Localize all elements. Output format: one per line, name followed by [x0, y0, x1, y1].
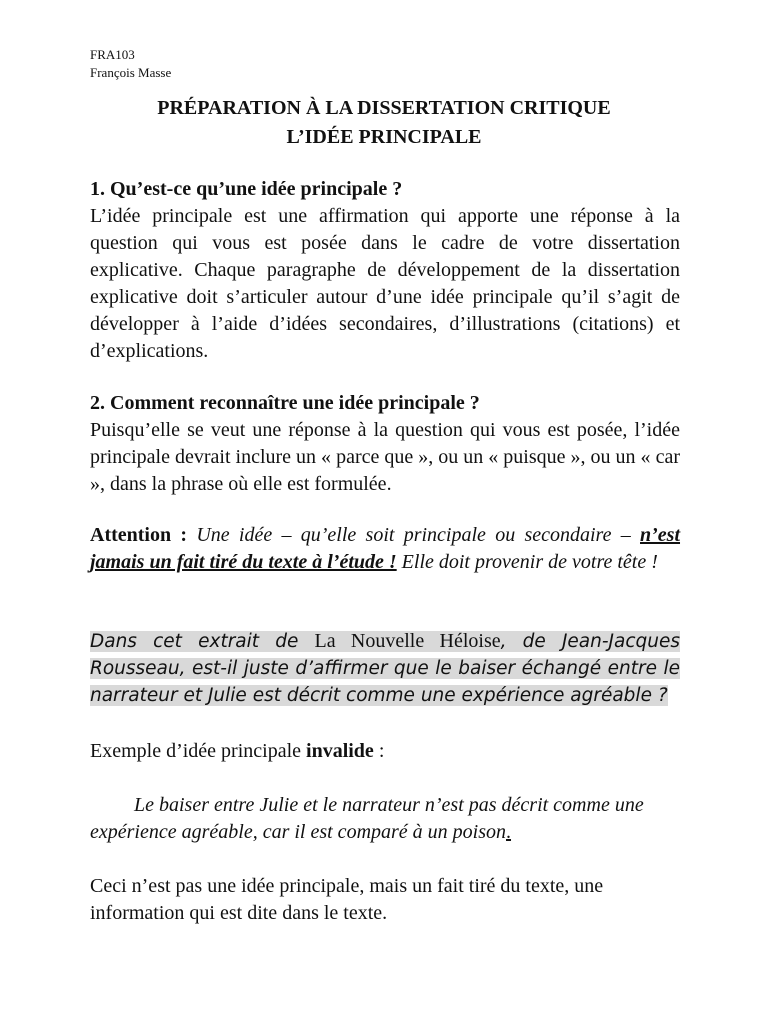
- document-title: [80, 94, 688, 152]
- title-line-1: PRÉPARATION À LA DISSERTATION CRITIQUE: [157, 97, 611, 119]
- section-1: [90, 176, 680, 365]
- question-work-title: La Nouvelle Héloise: [314, 630, 501, 652]
- author-name: François Masse: [90, 65, 172, 80]
- conclusion-text: Ceci n’est pas une idée principale, mais un fait tiré du texte, une information qui est dite dans le texte.: [90, 875, 604, 924]
- question-part-1: Dans cet extrait de: [90, 631, 315, 652]
- section-1-heading: 1. Qu’est-ce qu’une idée principale ?: [90, 178, 403, 200]
- question-text: [90, 631, 680, 706]
- attention-label: Attention :: [90, 524, 188, 546]
- example-quote: [90, 792, 680, 846]
- attention-emphasis: n’est jamais un fait tiré du texte à l’étude !: [90, 524, 681, 573]
- attention-paragraph: [90, 522, 680, 576]
- example-intro: [90, 738, 680, 765]
- example-intro-text: Exemple d’idée principale: [90, 740, 307, 762]
- conclusion-paragraph: [90, 873, 680, 927]
- title-line-2: L’IDÉE PRINCIPALE: [286, 126, 482, 148]
- section-2-heading: 2. Comment reconnaître une idée principale ?: [90, 392, 480, 414]
- question-box: [90, 628, 680, 709]
- section-2: [90, 390, 680, 498]
- attention-text-2: Elle doit provenir de votre tête !: [396, 551, 658, 573]
- example-invalid-label: invalide: [306, 740, 374, 762]
- section-1-text: L’idée principale est une affirmation qui apporte une réponse à la question qui vous est posée dans le cadre de votre dissertation explicative. Chaque paragraphe de développement de la dissertation explicative doit s’articuler autour d’une idée principale qu’il s’agit de développer à l’aide d’idées secondaires, d’illustrations (citations) et d’explications.: [90, 205, 680, 362]
- section-2-text: Puisqu’elle se veut une réponse à la question qui vous est posée, l’idée principale devrait inclure un « parce que », ou un « puisque », ou un « car », dans la phrase où elle est formulée.: [90, 419, 680, 495]
- attention-text-1: Une idée – qu’elle soit principale ou secondaire –: [187, 524, 641, 546]
- question-part-2: , de Jean-Jacques Rousseau, est-il juste d’affirmer que le baiser échangé entre le narrateur et Julie est décrit comme une expérience agréable ?: [90, 631, 680, 706]
- example-quote-end: .: [506, 821, 512, 843]
- example-intro-end: :: [373, 740, 385, 762]
- course-code: FRA103: [90, 47, 135, 62]
- document-header: [90, 46, 171, 82]
- example-quote-text: Le baiser entre Julie et le narrateur n’est pas décrit comme une expérience agréable, car il est comparé à un poison: [90, 794, 644, 843]
